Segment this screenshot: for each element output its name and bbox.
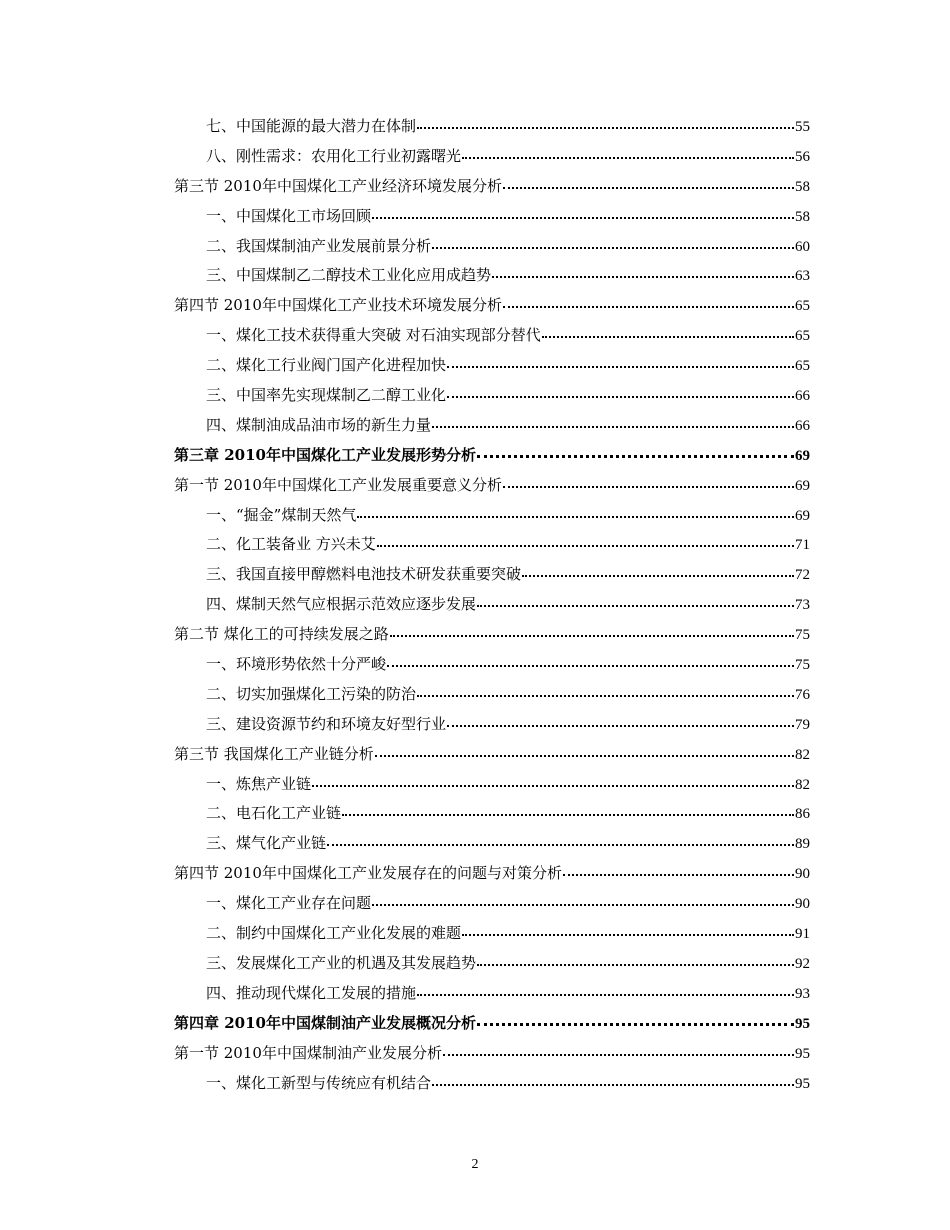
toc-page-number: 65 (795, 298, 810, 315)
toc-entry-title: 第一节 2010年中国煤制油产业发展分析 (174, 1043, 442, 1062)
toc-page-number: 63 (795, 268, 810, 285)
toc-dot-leader (432, 233, 794, 249)
toc-dot-leader (342, 800, 794, 816)
toc-entry-title: 一、环境形势依然十分严峻 (206, 655, 387, 674)
toc-section-entry[interactable] (174, 471, 810, 501)
toc-section-entry[interactable] (174, 620, 810, 650)
toc-subsection-entry[interactable] (174, 829, 810, 859)
toc-page-number: 90 (795, 896, 810, 913)
toc-page-number: 93 (795, 985, 810, 1002)
toc-subsection-entry[interactable] (174, 232, 810, 262)
toc-dot-leader (443, 1040, 794, 1056)
toc-page-number: 66 (795, 388, 810, 405)
toc-subsection-entry[interactable] (174, 979, 810, 1009)
page-number: 2 (471, 1157, 479, 1172)
toc-entry-title: 二、化工装备业 方兴未艾 (206, 535, 376, 554)
toc-subsection-entry[interactable] (174, 351, 810, 381)
toc-page-number: 60 (795, 238, 810, 255)
toc-page-number: 66 (795, 417, 810, 434)
toc-entry-title: 一、炼焦产业链 (206, 774, 312, 793)
toc-subsection-entry[interactable] (174, 112, 810, 142)
toc-page-number: 95 (795, 1015, 810, 1032)
toc-dot-leader (432, 1070, 794, 1086)
toc-subsection-entry[interactable] (174, 1069, 810, 1099)
toc-subsection-entry[interactable] (174, 202, 810, 232)
toc-entry-title: 三、建设资源节约和环境友好型行业 (206, 714, 447, 733)
toc-dot-leader (503, 292, 794, 308)
table-of-contents (174, 112, 810, 1098)
toc-section-entry[interactable] (174, 291, 810, 321)
toc-entry-title: 第三节 我国煤化工产业链分析 (174, 744, 374, 763)
toc-section-entry[interactable] (174, 1039, 810, 1069)
toc-entry-title: 第四节 2010年中国煤化工产业发展存在的问题与对策分析 (174, 864, 562, 883)
toc-dot-leader (372, 203, 794, 219)
toc-subsection-entry[interactable] (174, 889, 810, 919)
toc-subsection-entry[interactable] (174, 560, 810, 590)
toc-entry-title: 七、中国能源的最大潜力在体制 (206, 117, 417, 135)
toc-subsection-entry[interactable] (174, 710, 810, 740)
toc-subsection-entry[interactable] (174, 590, 810, 620)
toc-page-number: 75 (795, 657, 810, 674)
toc-entry-title: 第四节 2010年中国煤化工产业技术环境发展分析 (174, 296, 502, 315)
toc-dot-leader (417, 980, 794, 996)
toc-dot-leader (377, 531, 794, 547)
toc-page-number: 79 (795, 716, 810, 733)
toc-dot-leader (375, 741, 794, 757)
toc-chapter-entry[interactable] (174, 441, 810, 471)
toc-page-number: 72 (795, 567, 810, 584)
toc-page-number: 75 (795, 627, 810, 644)
toc-dot-leader (503, 173, 794, 189)
toc-page-number: 95 (795, 1075, 810, 1092)
toc-page-number: 89 (795, 836, 810, 853)
toc-entry-title: 第四章 2010年中国煤制油产业发展概况分析 (174, 1013, 476, 1032)
toc-page-number: 86 (795, 806, 810, 823)
toc-entry-title: 二、切实加强煤化工污染的防治 (206, 684, 417, 703)
toc-section-entry[interactable] (174, 172, 810, 202)
toc-subsection-entry[interactable] (174, 321, 810, 351)
toc-dot-leader (447, 382, 794, 398)
toc-dot-leader (390, 621, 794, 637)
toc-entry-title: 四、煤制天然气应根据示范效应逐步发展 (206, 595, 477, 614)
toc-section-entry[interactable] (174, 859, 810, 889)
toc-entry-title: 一、煤化工产业存在问题 (206, 894, 372, 913)
toc-page-number: 55 (795, 119, 810, 135)
toc-entry-title: 第三章 2010年中国煤化工产业发展形势分析 (174, 445, 476, 464)
toc-entry-title: 第二节 煤化工的可持续发展之路 (174, 625, 389, 644)
toc-entry-title: 第一节 2010年中国煤化工产业发展重要意义分析 (174, 475, 502, 494)
toc-dot-leader (372, 890, 794, 906)
toc-page-number: 69 (795, 447, 810, 464)
toc-dot-leader (477, 950, 794, 966)
toc-subsection-entry[interactable] (174, 799, 810, 829)
toc-entry-title: 二、我国煤制油产业发展前景分析 (206, 236, 432, 255)
toc-entry-title: 八、刚性需求：农用化工行业初露曙光 (206, 146, 462, 165)
toc-subsection-entry[interactable] (174, 650, 810, 680)
toc-subsection-entry[interactable] (174, 381, 810, 411)
toc-subsection-entry[interactable] (174, 949, 810, 979)
toc-dot-leader (542, 322, 794, 338)
toc-page-number: 69 (795, 507, 810, 524)
toc-page-number: 91 (795, 926, 810, 943)
toc-entry-title: 三、中国率先实现煤制乙二醇工业化 (206, 386, 447, 405)
toc-entry-title: 三、我国直接甲醇燃料电池技术研发获重要突破 (206, 565, 522, 584)
toc-entry-title: 一、中国煤化工市场回顾 (206, 206, 372, 225)
toc-dot-leader (462, 920, 794, 936)
toc-page-number: 58 (795, 208, 810, 225)
toc-dot-leader (417, 681, 794, 697)
toc-dot-leader (563, 860, 794, 876)
toc-dot-leader (477, 591, 794, 607)
toc-page-number: 90 (795, 866, 810, 883)
toc-page-number: 58 (795, 178, 810, 195)
toc-dot-leader (312, 771, 794, 787)
toc-subsection-entry[interactable] (174, 680, 810, 710)
toc-chapter-entry[interactable] (174, 1009, 810, 1039)
toc-entry-title: 一、煤化工技术获得重大突破 对石油实现部分替代 (206, 326, 541, 345)
toc-entry-title: 三、中国煤制乙二醇技术工业化应用成趋势 (206, 266, 492, 285)
toc-dot-leader (447, 352, 794, 368)
toc-page-number: 56 (795, 148, 810, 165)
toc-subsection-entry[interactable] (174, 261, 810, 291)
toc-page-number: 65 (795, 358, 810, 375)
toc-entry-title: 一、“掘金”煤制天然气 (206, 505, 357, 524)
toc-dot-leader (462, 143, 794, 159)
toc-subsection-entry[interactable] (174, 411, 810, 441)
toc-entry-title: 第三节 2010年中国煤化工产业经济环境发展分析 (174, 176, 502, 195)
toc-page-number: 95 (795, 1045, 810, 1062)
toc-page-number: 65 (795, 328, 810, 345)
toc-entry-title: 一、煤化工新型与传统应有机结合 (206, 1073, 432, 1092)
toc-dot-leader (503, 472, 794, 488)
toc-dot-leader (432, 412, 794, 428)
toc-entry-title: 四、煤制油成品油市场的新生力量 (206, 415, 432, 434)
toc-entry-title: 二、煤化工行业阀门国产化进程加快 (206, 356, 447, 375)
toc-page-number: 76 (795, 686, 810, 703)
toc-page-number: 82 (795, 776, 810, 793)
toc-entry-title: 三、煤气化产业链 (206, 834, 327, 853)
toc-entry-title: 四、推动现代煤化工发展的措施 (206, 983, 417, 1002)
toc-dot-leader (492, 262, 794, 278)
toc-subsection-entry[interactable] (174, 919, 810, 949)
toc-subsection-entry[interactable] (174, 530, 810, 560)
toc-dot-leader (357, 502, 794, 518)
toc-page-number: 73 (795, 597, 810, 614)
toc-page-number: 71 (795, 537, 810, 554)
toc-dot-leader (417, 113, 794, 129)
toc-subsection-entry[interactable] (174, 142, 810, 172)
toc-dot-leader (522, 561, 794, 577)
toc-dot-leader (477, 1009, 794, 1026)
toc-page-number: 92 (795, 955, 810, 972)
toc-entry-title: 二、制约中国煤化工产业化发展的难题 (206, 924, 462, 943)
toc-entry-title: 二、电石化工产业链 (206, 804, 342, 823)
toc-section-entry[interactable] (174, 740, 810, 770)
toc-page-number: 82 (795, 746, 810, 763)
toc-dot-leader (387, 651, 794, 667)
toc-dot-leader (477, 441, 794, 458)
toc-subsection-entry[interactable] (174, 770, 810, 800)
toc-entry-title: 三、发展煤化工产业的机遇及其发展趋势 (206, 953, 477, 972)
toc-subsection-entry[interactable] (174, 501, 810, 531)
toc-page-number: 69 (795, 477, 810, 494)
toc-dot-leader (327, 830, 794, 846)
toc-dot-leader (447, 711, 794, 727)
